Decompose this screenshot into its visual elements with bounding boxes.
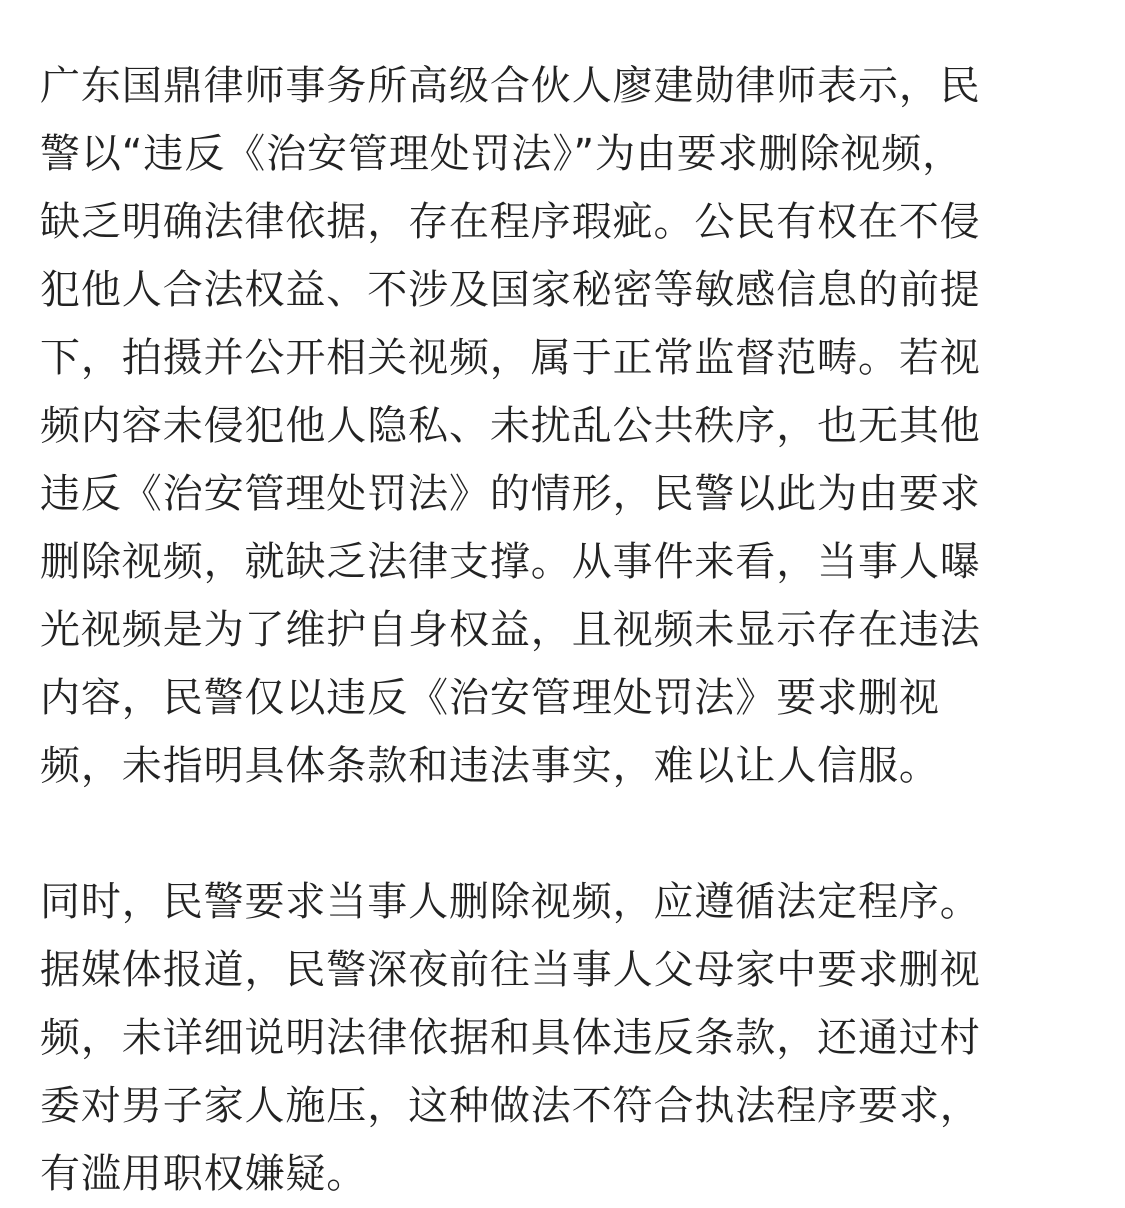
- text-line: 光视频是为了维护自身权益，且视频未显示存在违法: [40, 607, 981, 653]
- text-line: 警以“违反《治安管理处罚法》”为由要求删除视频，: [40, 131, 964, 177]
- text-line: 委对男子家人施压，这种做法不符合执法程序要求，: [40, 1083, 981, 1129]
- text-line: 频内容未侵犯他人隐私、未扰乱公共秩序，也无其他: [40, 403, 981, 449]
- text-line: 下，拍摄并公开相关视频，属于正常监督范畴。若视: [40, 335, 981, 381]
- text-line: 据媒体报道，民警深夜前往当事人父母家中要求删视: [40, 947, 981, 993]
- text-line: 违反《治安管理处罚法》的情形，民警以此为由要求: [40, 471, 981, 517]
- text-line: 频，未指明具体条款和违法事实，难以让人信服。: [40, 743, 940, 789]
- text-line: 有滥用职权嫌疑。: [40, 1151, 368, 1197]
- text-line: 同时，民警要求当事人删除视频，应遵循法定程序。: [40, 879, 981, 925]
- text-line: 犯他人合法权益、不涉及国家秘密等敏感信息的前提: [40, 267, 981, 313]
- text-line: 广东国鼎律师事务所高级合伙人廖建勋律师表示，民: [40, 63, 981, 109]
- text-line: 删除视频，就缺乏法律支撑。从事件来看，当事人曝: [40, 539, 981, 585]
- paragraph-lawyer-opinion: [40, 52, 1090, 800]
- text-line: 缺乏明确法律依据，存在程序瑕疵。公民有权在不侵: [40, 199, 981, 245]
- text-line: 频，未详细说明法律依据和具体违反条款，还通过村: [40, 1015, 981, 1061]
- paragraph-spacer: [40, 800, 1090, 868]
- article-body: [40, 52, 1090, 1208]
- paragraph-procedure: [40, 868, 1090, 1208]
- text-line: 内容，民警仅以违反《治安管理处罚法》要求删视: [40, 675, 940, 721]
